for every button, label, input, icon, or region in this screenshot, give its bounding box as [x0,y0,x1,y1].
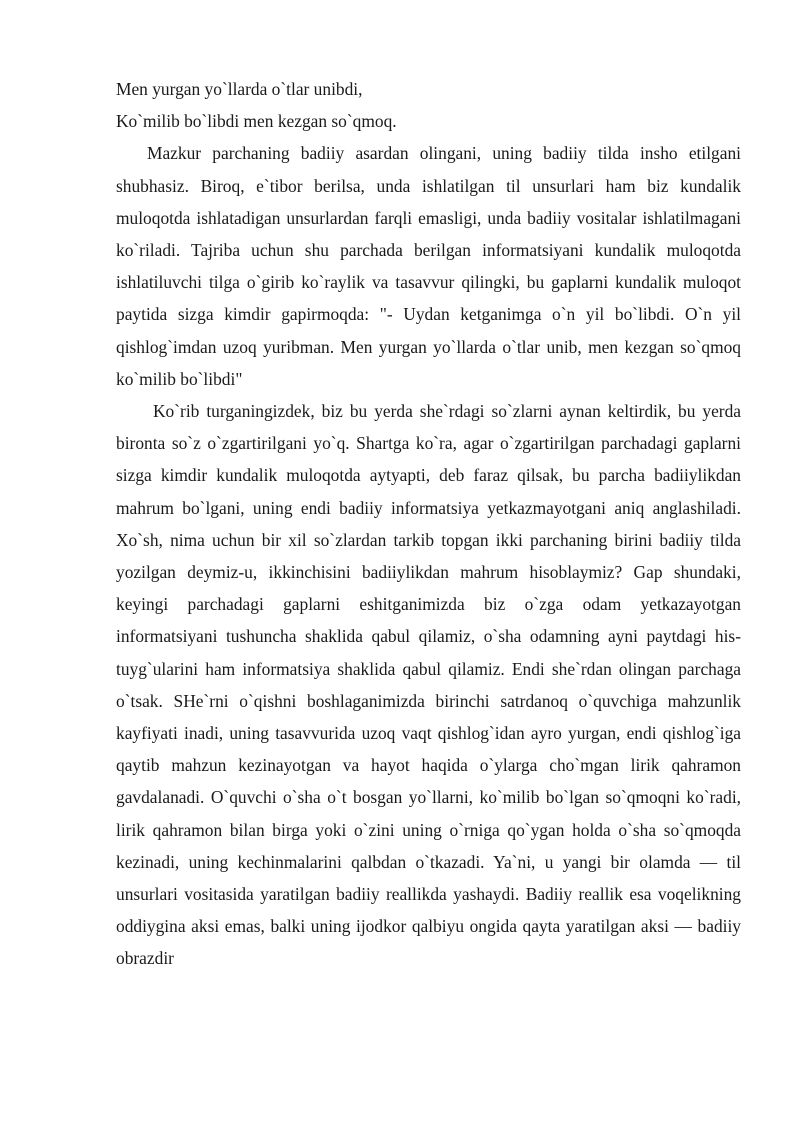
body-paragraph: Ko`rib turganingizdek, biz bu yerda she`rdagi so`zlarni aynan keltirdik, bu yerda bironta so`z o`zgartirilgani yo`q. Shartga ko`ra, agar o`zgartirilgan parchadagi gaplarni sizga kimdir kundalik muloqotda aytyapti, deb faraz qilsak, bu parcha badiiylikdan mahrum bo`lgani, uning endi badiiy informatsiya yetkazmayotgani aniq anglashiladi. Xo`sh, nima uchun bir xil so`zlardan tarkib topgan ikki parchaning birini badiiy tilda yozilgan deymiz-u, ikkinchisini badiiylikdan mahrum hisoblaymiz? Gap shundaki, keyingi parchadagi gaplarni eshitganimizda biz o`zga odam yetkazayotgan informatsiyani tushuncha shaklida qabul qilamiz, o`sha odamning ayni paytdagi his-tuyg`ularini ham informatsiya shaklida qabul qilamiz. Endi she`rdan olingan parchaga o`tsak. SHe`rni o`qishni boshlaganimizda birinchi satrdanoq o`quvchiga mahzunlik kayfiyati inadi, uning tasavvurida uzoq vaqt qishlog`idan ayro yurgan, endi qishlog`iga qaytib mahzun kezinayotgan va hayot haqida o`ylarga cho`mgan lirik qahramon gavdalanadi. O`quvchi o`sha o`t bosgan yo`llarni, ko`milib bo`lgan so`qmoqni ko`radi, lirik qahramon bilan birga yoki o`zini uning o`rniga qo`ygan holda o`sha so`qmoqda kezinadi, uning kechinmalarini qalbdan o`tkazadi. Ya`ni, u yangi bir olamda — til unsurlari vositasida yaratilgan badiiy reallikda yashaydi. Badiiy reallik esa voqelikning oddiygina aksi emas, balki uning ijodkor qalbiyu ongida qayta yaratilgan aksi — badiiy obrazdir [116,401,741,969]
verse-line: Men yurgan yo`llarda o`tlar unibdi, [116,79,363,99]
body-paragraph: Mazkur parchaning badiiy asardan olingani, uning badiiy tilda insho etilgani shubhasiz. Biroq, e`tibor berilsa, unda ishlatilgan til unsurlari ham biz kundalik muloqotda ishlatadigan unsurlardan farqli emasligi, unda badiiy vositalar ishlatilmagani ko`riladi. Tajriba uchun shu parchada berilgan informatsiyani kundalik muloqotda ishlatiluvchi tilga o`girib ko`raylik va tasavvur qilingki, bu gaplarni kundalik muloqot paytida sizga kimdir gapirmoqda: "- Uydan ketganimga o`n yil bo`libdi. O`n yil qishlog`imdan uzoq yuribman. Men yurgan yo`llarda o`tlar unib, men kezgan so`qmoq ko`milib bo`libdi" [116,143,741,389]
verse-line: Ko`milib bo`libdi men kezgan so`qmoq. [116,111,397,132]
document-page [116,73,741,975]
